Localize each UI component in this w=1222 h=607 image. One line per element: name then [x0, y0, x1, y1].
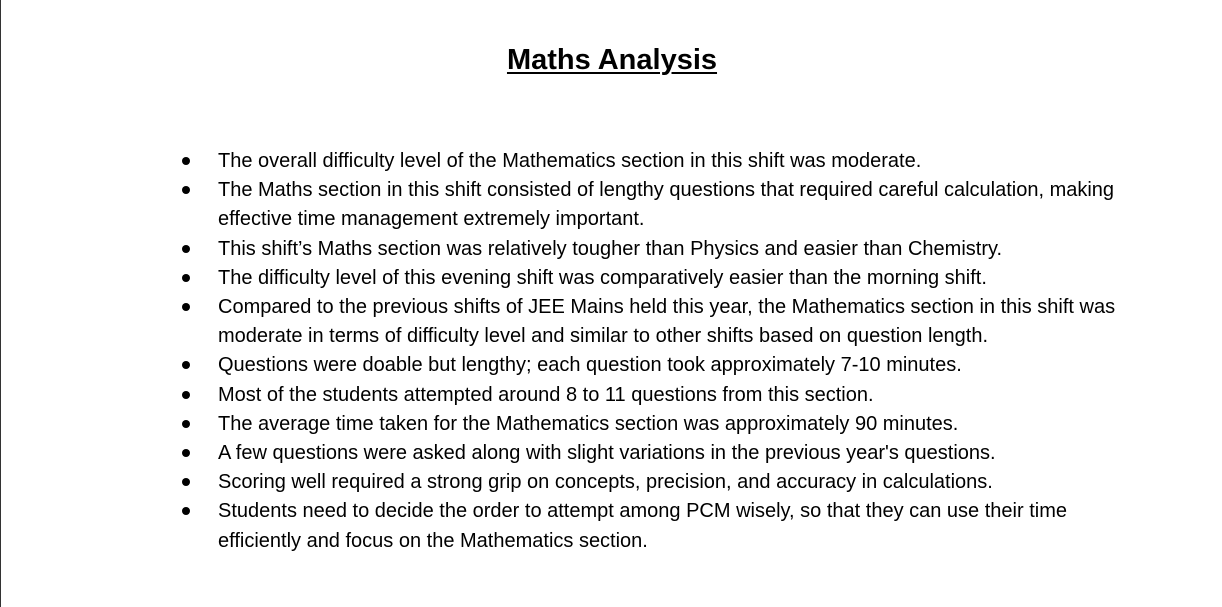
list-item — [218, 293, 1118, 351]
list-item-text: Students need to decide the order to attempt among PCM wisely, so that they can use their time efficiently and focus on the Mathematics section. — [218, 500, 1067, 552]
page-title — [1, 42, 1222, 78]
bullet-icon — [182, 186, 190, 194]
list-item — [218, 381, 1118, 410]
bullet-icon — [182, 478, 190, 486]
list-item-text: Scoring well required a strong grip on concepts, precision, and accuracy in calculations. — [218, 471, 993, 494]
list-item-text: Compared to the previous shifts of JEE Mains held this year, the Mathematics section in this shift was moderate in terms of difficulty level and similar to other shifts based on question length. — [218, 296, 1116, 348]
list-item — [218, 439, 1118, 468]
bullet-icon — [182, 303, 190, 311]
bullet-icon — [182, 391, 190, 399]
list-item — [218, 351, 1118, 380]
list-item-text: This shift’s Maths section was relatively tougher than Physics and easier than Chemistry. — [218, 237, 1003, 260]
analysis-bullet-list — [218, 147, 1118, 556]
list-item — [218, 176, 1118, 234]
list-item — [218, 410, 1118, 439]
list-item — [218, 468, 1118, 497]
bullet-icon — [182, 361, 190, 369]
list-item-text: The average time taken for the Mathematics section was approximately 90 minutes. — [218, 412, 959, 435]
list-item-text: Most of the students attempted around 8 to 11 questions from this section. — [218, 383, 874, 406]
list-item — [218, 235, 1118, 264]
bullet-icon — [182, 507, 190, 515]
list-item-text: The Maths section in this shift consisted of lengthy questions that required careful calculation, making effective time management extremely important. — [218, 179, 1115, 231]
list-item-text: Questions were doable but lengthy; each question took approximately 7-10 minutes. — [218, 354, 962, 377]
bullet-icon — [182, 420, 190, 428]
list-item-text: The difficulty level of this evening shift was comparatively easier than the morning shift. — [218, 266, 987, 289]
bullet-icon — [182, 449, 190, 457]
list-item — [218, 147, 1118, 176]
list-item-text: A few questions were asked along with slight variations in the previous year's questions. — [218, 442, 996, 465]
list-item — [218, 264, 1118, 293]
bullet-icon — [182, 157, 190, 165]
bullet-icon — [182, 274, 190, 282]
list-item — [218, 497, 1118, 555]
list-item-text: The overall difficulty level of the Mathematics section in this shift was moderate. — [218, 150, 922, 172]
bullet-icon — [182, 245, 190, 253]
page-title-text: Maths Analysis — [506, 44, 718, 76]
